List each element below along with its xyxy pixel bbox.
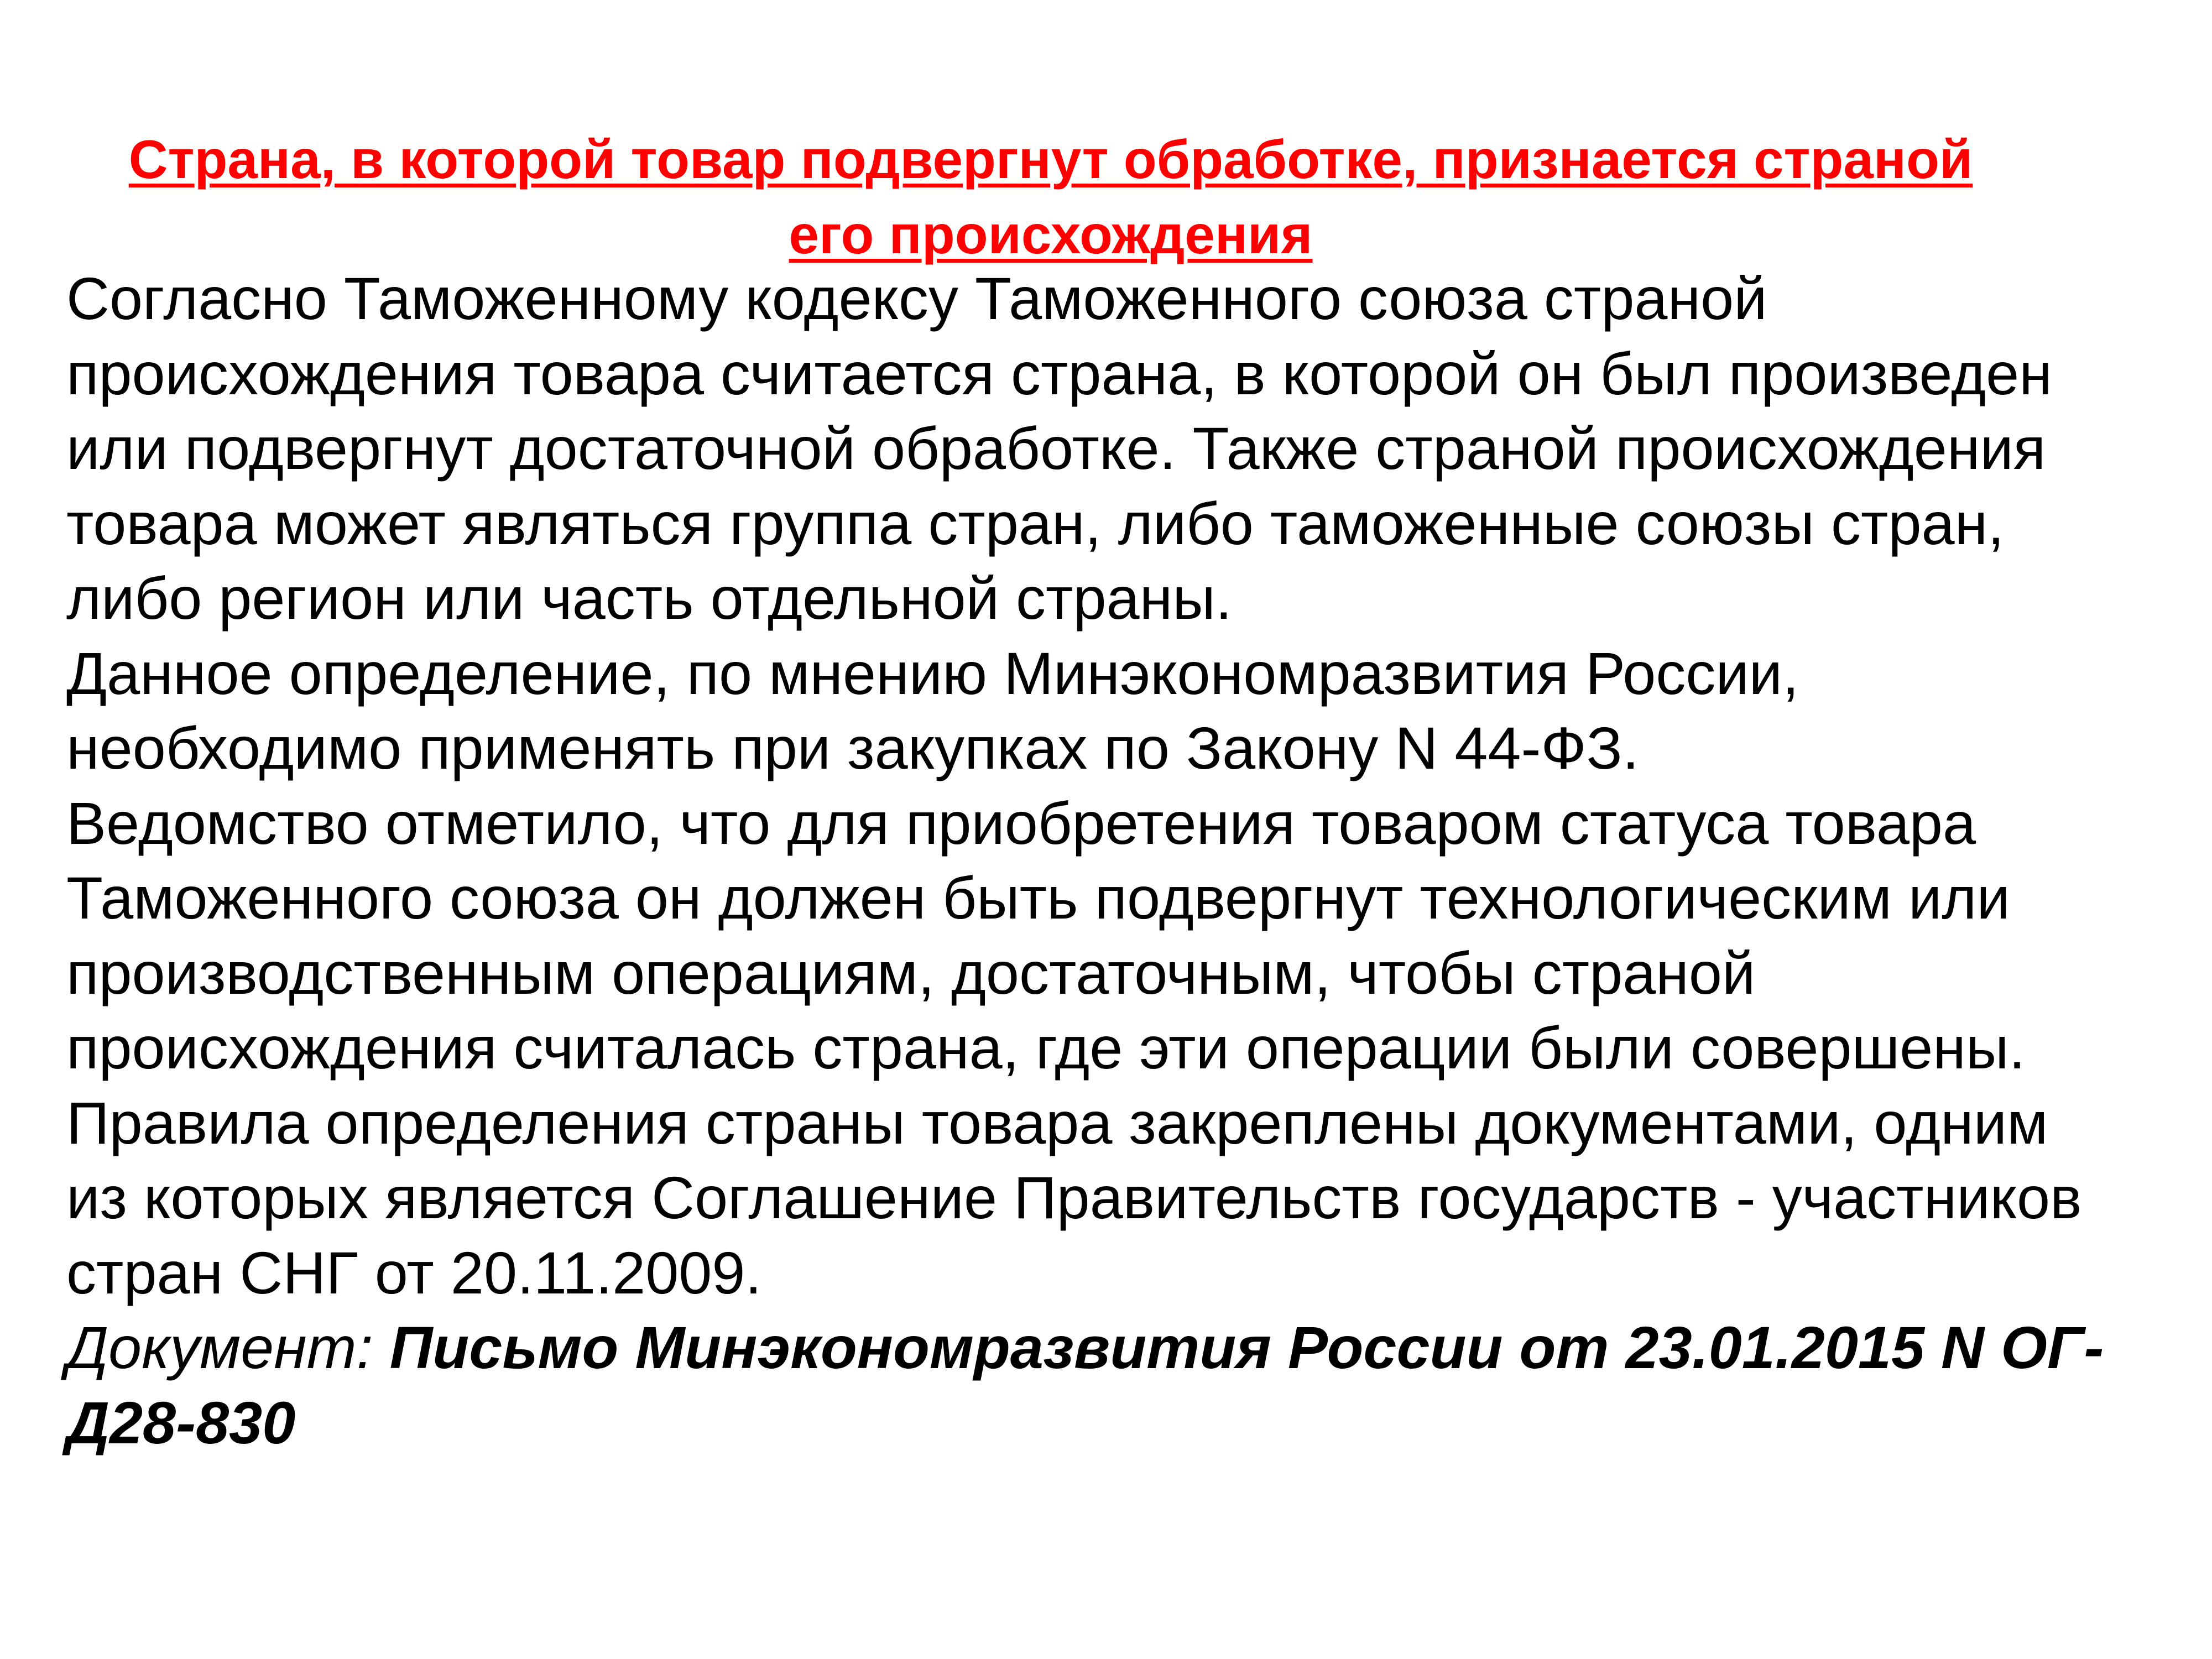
document-reference bbox=[66, 1310, 2112, 1460]
paragraph-customs-code: Согласно Таможенному кодексу Таможенного союза страной происхождения товара считается страна, в которой он был произведен или подвергнут достаточной обработке. Также страной происхождения товара может являться группа стран, либо таможенные союзы стран, либо регион или часть отдельной страны. bbox=[66, 265, 2052, 632]
paragraph-rules-documents: Правила определения страны товара закреплены документами, одним из которых является Соглашение Правительств государств - участников стран СНГ от 20.11.2009. bbox=[66, 1089, 2082, 1306]
paragraph-processing-requirement: Ведомство отметило, что для приобретения товаром статуса товара Таможенного союза он должен быть подвергнут технологическим или производственным операциям, достаточным, чтобы страной происхождения считалась страна, где эти операции были совершены. bbox=[66, 789, 2026, 1081]
slide-title: Страна, в которой товар подвергнут обработке, признается страной его происхождения bbox=[128, 129, 1973, 265]
slide-body bbox=[66, 261, 2112, 1460]
paragraph-ministry-opinion: Данное определение, по мнению Минэкономразвития России, необходимо применять при закупках по Закону N 44-ФЗ. bbox=[66, 639, 1799, 781]
document-name: Письмо Минэкономразвития России от 23.01.2015 N ОГ-Д28-830 bbox=[66, 1314, 2104, 1456]
document-label: Документ: bbox=[66, 1314, 373, 1381]
